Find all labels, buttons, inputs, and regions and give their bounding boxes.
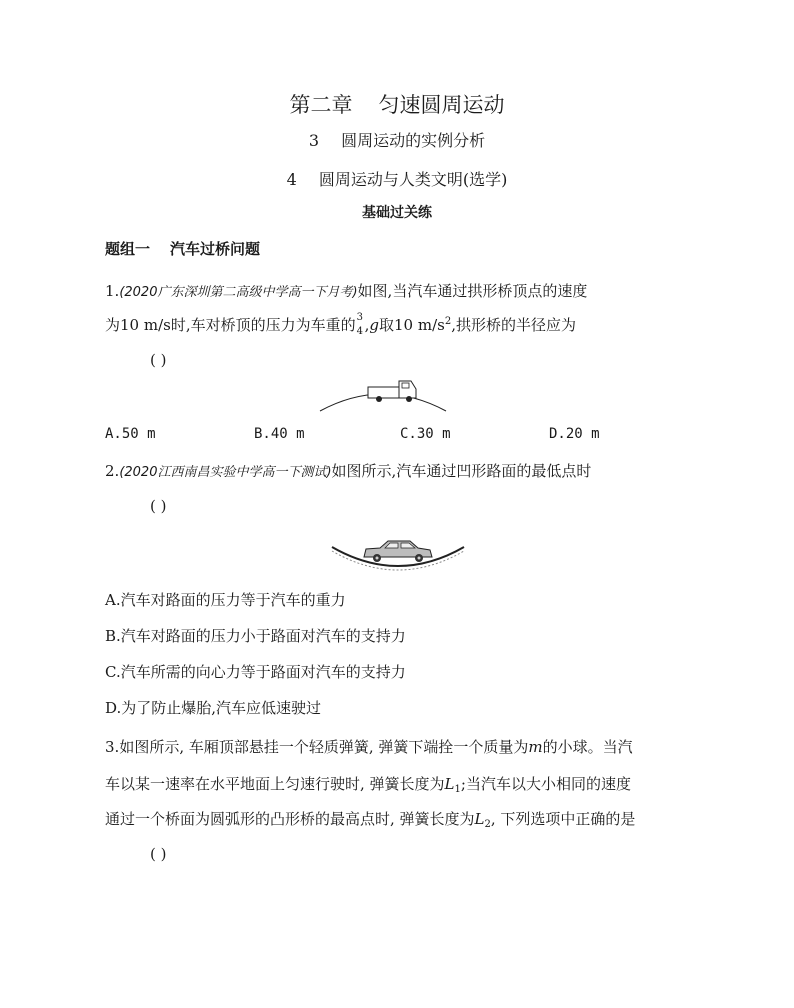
q3-L1-variable: L [444,775,455,793]
section-4-number: 4 [286,170,297,189]
q1-g-variable: g [369,316,379,334]
q1-option-a: A.50 m [105,426,156,442]
q3-m-variable: m [528,738,543,756]
q1-fraction [356,312,365,337]
q2-number: 2. [105,462,120,480]
section-3-title: 圆周运动的实例分析 [341,131,486,150]
q1-option-b: B.40 m [254,426,305,442]
q1-frac-denominator: 4 [356,326,363,337]
q2-text-a: 如图所示,汽车通过凹形路面的最低点时 [331,462,592,480]
sedan-car-icon [364,541,432,562]
q3-line-2 [105,773,631,795]
q2-option-a: A.汽车对路面的压力等于汽车的重力 [105,591,346,609]
q3-text-d: ;当汽车以大小相同的速度 [460,775,631,793]
section-3-heading [0,128,794,151]
q2-concave-road-car-figure [330,535,466,571]
q3-answer-paren: ( ) [150,845,167,863]
q1-source: (2020广东深圳第二高级中学高一下月考) [119,285,358,300]
q1-answer-paren: ( ) [150,351,167,369]
q3-line-1 [105,736,633,757]
q1-bridge-truck-figure [318,372,448,414]
q3-L2-variable: L [474,810,485,828]
q1-option-d: D.20 m [549,426,600,442]
q1-superscript: 2 [444,316,452,327]
q3-line-3 [105,808,635,830]
q1-number: 1. [105,282,120,300]
q2-option-c: C.汽车所需的向心力等于路面对汽车的支持力 [105,663,406,681]
group-title: 汽车过桥问题 [170,240,261,258]
q2-line-1 [105,460,591,481]
q1-frac-numerator: 3 [356,312,363,323]
chapter-title: 匀速圆周运动 [378,93,505,117]
q1-text-b: 为10 m/s时,车对桥顶的压力为车重的 [105,316,356,334]
section-3-number: 3 [308,131,320,150]
q3-subscript-1: 1 [454,784,461,795]
chapter-label: 第二章 [289,93,353,117]
q2-option-b: B.汽车对路面的压力小于路面对汽车的支持力 [105,627,406,645]
q1-line-1 [105,280,587,301]
q2-source: (2020江西南昌实验中学高一下测试) [119,465,332,480]
q3-text-e: 通过一个桥面为圆弧形的凸形桥的最高点时, 弹簧长度为 [105,810,475,828]
q2-option-d: D.为了防止爆胎,汽车应低速驶过 [105,699,322,717]
q1-text-e: ,拱形桥的半径应为 [451,316,576,334]
q3-number: 3. [105,738,120,756]
q1-line-2 [105,314,576,335]
chapter-heading [0,89,794,119]
q1-text-d: 取10 m/s [379,316,445,334]
q1-text-a: 如图,当汽车通过拱形桥顶点的速度 [357,282,588,300]
q3-subscript-2: 2 [484,819,491,830]
truck-icon [368,381,416,402]
q2-answer-paren: ( ) [150,497,167,515]
q3-text-f: , 下列选项中正确的是 [490,810,636,828]
group-heading [105,238,260,259]
q1-text-c: , [364,316,370,334]
q3-text-c: 车以某一速率在水平地面上匀速行驶时, 弹簧长度为 [105,775,445,793]
q3-text-b: 的小球。当汽 [542,738,633,756]
section-4-heading [0,167,794,190]
q1-option-c: C.30 m [400,426,451,442]
q3-text-a: 如图所示, 车厢顶部悬挂一个轻质弹簧, 弹簧下端拴一个质量为 [119,738,529,756]
section-4-title: 圆周运动与人类文明(选学) [318,170,508,189]
group-label: 题组一 [105,240,151,258]
practice-title: 基础过关练 [362,205,432,221]
